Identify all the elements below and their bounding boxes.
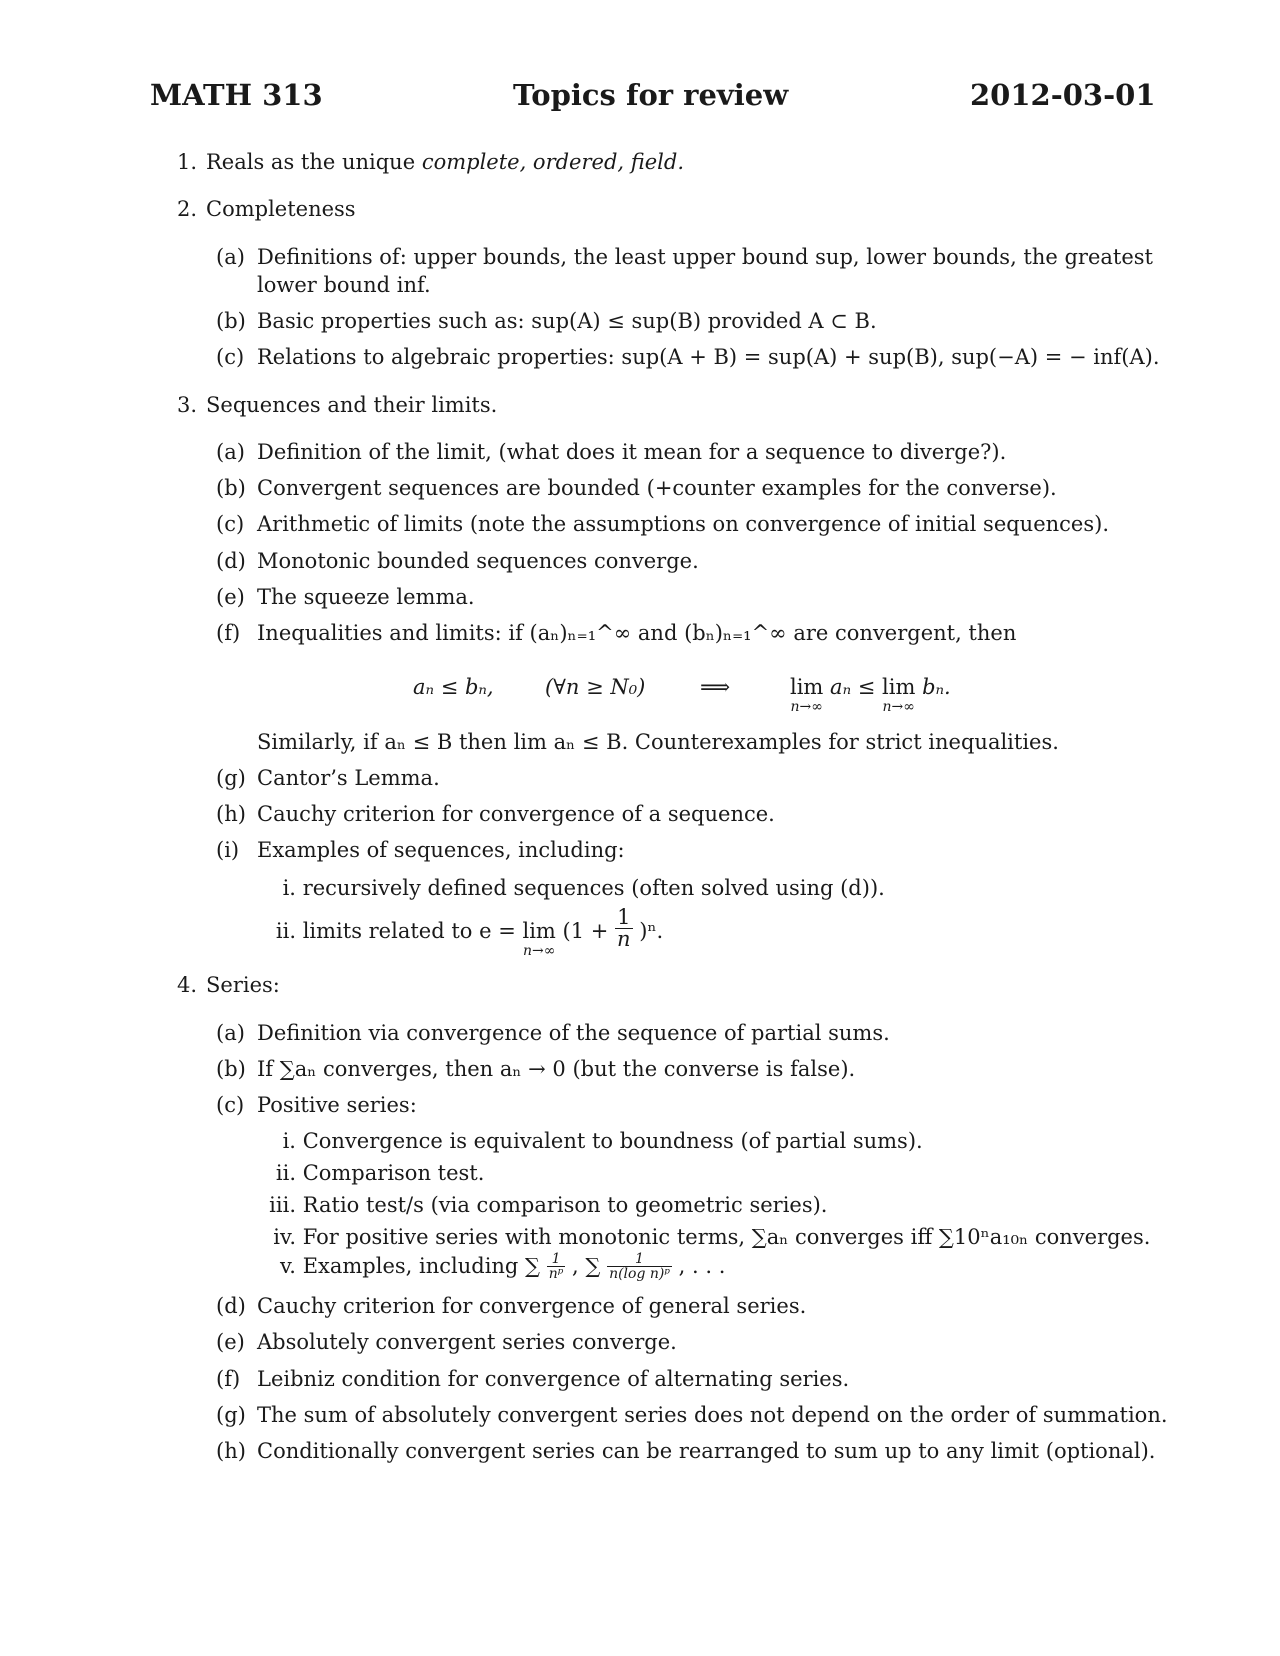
item-text: Reals as the unique (206, 150, 422, 174)
math-text: bₙ. (922, 675, 951, 699)
item-text: Positive series: (257, 1093, 417, 1117)
item-label: 3. (177, 393, 198, 417)
item-label: 4. (177, 973, 198, 997)
item-4c-ii (258, 1163, 484, 1184)
item-text: Cantor’s Lemma. (257, 766, 440, 790)
item-3i-ii (262, 907, 663, 958)
item-2a-cont: lower bound inf. (257, 273, 431, 297)
item-text: recursively defined sequences (often solved using (d)). (302, 876, 885, 900)
item-3d (216, 551, 699, 572)
item-text: limits related to e = (302, 919, 516, 943)
item-4e (216, 1332, 677, 1353)
item-label: (c) (216, 345, 245, 369)
item-3b (216, 478, 1057, 499)
item-label: (h) (216, 1439, 246, 1463)
item-label: ii. (275, 1161, 296, 1185)
item-text: Monotonic bounded sequences converge. (257, 549, 699, 573)
fraction-numerator: 1 (547, 1252, 566, 1267)
item-label: (g) (216, 1403, 246, 1427)
item-text: Cauchy criterion for convergence of a sequence. (257, 802, 775, 826)
item-text: Sequences and their limits. (206, 393, 498, 417)
item-1 (177, 152, 684, 173)
lim-word: lim (790, 675, 824, 699)
item-label: (b) (216, 476, 246, 500)
item-text: Basic properties such as: sup(A) ≤ sup(B) provided A ⊂ B. (257, 309, 877, 333)
math-text: (1 + (562, 919, 609, 943)
item-4f (216, 1369, 849, 1390)
item-text: Relations to algebraic properties: sup(A + B) = sup(A) + sup(B), sup(−A) = − inf(A). (257, 345, 1160, 369)
item-label: (a) (216, 440, 245, 464)
item-label: (c) (216, 1093, 245, 1117)
item-label: iv. (273, 1225, 296, 1249)
lim-subscript: n→∞ (790, 699, 823, 715)
item-4 (177, 975, 280, 996)
item-text: The sum of absolutely convergent series does not depend on the order of summation. (257, 1403, 1168, 1427)
fraction-denominator: n(log n)ᵖ (609, 1266, 670, 1282)
item-4d (216, 1296, 806, 1317)
item-3f (216, 623, 1016, 644)
item-2b (216, 311, 877, 332)
item-4c-i (258, 1131, 923, 1152)
math-text: , ∑ (572, 1254, 601, 1278)
item-label: (d) (216, 1294, 246, 1318)
item-text: Definition of the limit, (what does it mean for a sequence to diverge?). (257, 440, 1007, 464)
item-text: For positive series with monotonic terms, ∑aₙ converges iff ∑10ⁿa₁₀ₙ converges. (302, 1225, 1151, 1249)
lim-word: lim (522, 919, 556, 943)
item-label: (c) (216, 512, 245, 536)
item-label: v. (279, 1254, 296, 1278)
item-label: (a) (216, 245, 245, 269)
item-3i-i (262, 878, 885, 899)
item-3c (216, 514, 1109, 535)
course-code: MATH 313 (150, 78, 323, 112)
item-4g (216, 1405, 1168, 1426)
math-inequality: aₙ ≤ bₙ, (413, 675, 494, 699)
item-label: (i) (216, 838, 240, 862)
math-text: , . . . (678, 1254, 726, 1278)
item-label: (f) (216, 1367, 241, 1391)
item-4c-iv (258, 1227, 1150, 1248)
item-label: i. (282, 876, 296, 900)
item-text: Definitions of: upper bounds, the least upper bound sup, lower bounds, the greatest (257, 245, 1153, 269)
math-quantifier: (∀n ≥ N₀) (545, 675, 646, 699)
item-text: Leibniz condition for convergence of alternating series. (257, 1367, 850, 1391)
item-label: (b) (216, 309, 246, 333)
item-4h (216, 1441, 1155, 1462)
item-text: If ∑aₙ converges, then aₙ → 0 (but the converse is false). (257, 1057, 856, 1081)
lim-subscript: n→∞ (522, 943, 556, 959)
item-text: The squeeze lemma. (257, 585, 475, 609)
item-2c (216, 347, 1160, 368)
fraction-numerator: 1 (615, 907, 633, 929)
item-3h (216, 804, 775, 825)
item-label: (g) (216, 766, 246, 790)
item-label: iii. (269, 1193, 296, 1217)
item-label: (a) (216, 1021, 245, 1045)
lim-subscript: n→∞ (882, 699, 915, 715)
item-3i (216, 840, 625, 861)
item-label: i. (282, 1129, 296, 1153)
item-text: Inequalities and limits: if (aₙ)ₙ₌₁^∞ and (bₙ)ₙ₌₁^∞ are convergent, then (257, 621, 1017, 645)
item-label: 2. (177, 197, 198, 221)
item-3f-cont: Similarly, if aₙ ≤ B then lim aₙ ≤ B. Counterexamples for strict inequalities. (257, 730, 1059, 754)
page-title: Topics for review (513, 78, 789, 112)
item-3 (177, 395, 497, 416)
item-4c (216, 1095, 417, 1116)
math-text: )ⁿ. (639, 919, 664, 943)
item-4c-v (258, 1252, 725, 1281)
lim-word: lim (882, 675, 916, 699)
item-text: Convergence is equivalent to boundness (of partial sums). (302, 1129, 923, 1153)
item-2 (177, 199, 356, 220)
math-implies: ⟹ (700, 675, 731, 699)
item-text: Examples, including ∑ (302, 1254, 541, 1278)
fraction-numerator: 1 (607, 1252, 672, 1267)
item-4b (216, 1059, 855, 1080)
item-text: Cauchy criterion for convergence of general series. (257, 1294, 807, 1318)
item-label: (b) (216, 1057, 246, 1081)
item-emphasis: complete, ordered, field. (421, 150, 685, 174)
item-4c-iii (258, 1195, 827, 1216)
item-3a (216, 442, 1006, 463)
item-text: Absolutely convergent series converge. (257, 1330, 677, 1354)
item-text: Series: (206, 973, 280, 997)
item-3g (216, 768, 440, 789)
date: 2012-03-01 (970, 78, 1156, 112)
item-text: Conditionally convergent series can be rearranged to sum up to any limit (optional). (257, 1439, 1156, 1463)
item-text: Ratio test/s (via comparison to geometric series). (302, 1193, 828, 1217)
item-label: (e) (216, 1330, 245, 1354)
item-text: Definition via convergence of the sequence of partial sums. (257, 1021, 890, 1045)
item-2a (216, 247, 1153, 268)
fraction-denominator: n (617, 927, 631, 951)
item-3e (216, 587, 475, 608)
item-label: (e) (216, 585, 245, 609)
item-text: Convergent sequences are bounded (+counter examples for the converse). (257, 476, 1057, 500)
item-label: (f) (216, 621, 241, 645)
item-text: Examples of sequences, including: (257, 838, 625, 862)
item-label: (h) (216, 802, 246, 826)
math-limit-1 (790, 677, 951, 714)
item-text: Arithmetic of limits (note the assumptions on convergence of initial sequences). (257, 512, 1109, 536)
item-4a (216, 1023, 890, 1044)
item-label: ii. (275, 919, 296, 943)
item-label: (d) (216, 549, 246, 573)
fraction-denominator: nᵖ (548, 1266, 564, 1282)
item-text: Comparison test. (302, 1161, 485, 1185)
math-text: aₙ ≤ (830, 675, 876, 699)
item-text: Completeness (206, 197, 356, 221)
item-label: 1. (177, 150, 198, 174)
